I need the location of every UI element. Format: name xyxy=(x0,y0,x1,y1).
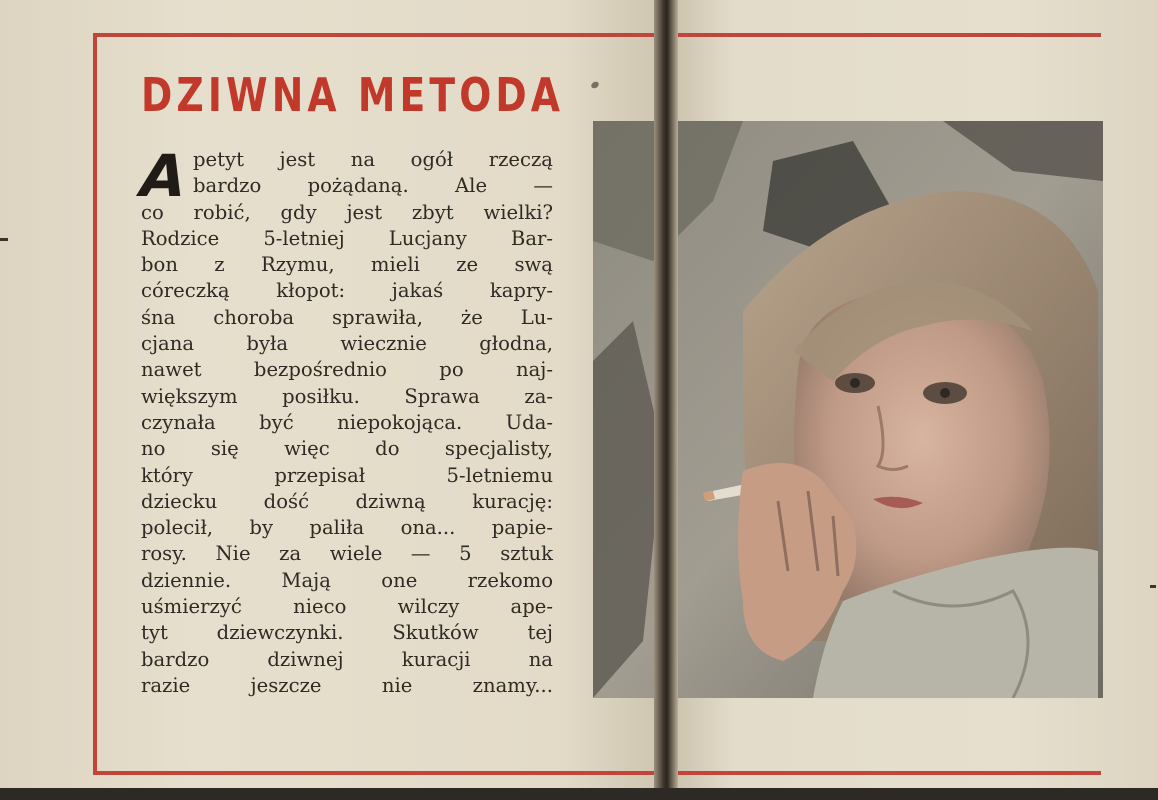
article-line: tyt dziewczynki. Skutków tej xyxy=(141,621,553,645)
article-line: rosy. Nie za wiele — 5 sztuk xyxy=(141,542,553,566)
article-line: śna choroba sprawiła, że Lu- xyxy=(141,305,553,329)
edge-mark xyxy=(0,238,8,241)
article-line: bon z Rzymu, mieli ze swą xyxy=(141,253,553,277)
article-line: nawet bezpośrednio po naj- xyxy=(141,358,553,382)
article-line: który przepisał 5-letniemu xyxy=(141,463,553,487)
frame-left-rule xyxy=(93,33,97,775)
article-line: dziennie. Mają one rzekomo xyxy=(141,568,553,592)
scan-edge xyxy=(0,788,1158,800)
frame-top-rule xyxy=(93,33,1101,37)
article-line: czynała być niepokojąca. Uda- xyxy=(141,410,553,434)
article-line: córeczką kłopot: jakaś kapry- xyxy=(141,279,553,303)
article-line: bardzo dziwnej kuracji na xyxy=(141,647,553,671)
drop-cap: A xyxy=(132,142,194,210)
frame-bottom-rule xyxy=(93,771,1101,775)
article-headline: DZIWNA METODA xyxy=(141,68,565,122)
edge-mark xyxy=(1150,585,1156,588)
article-line: no się więc do specjalisty, xyxy=(141,437,553,461)
article-line: dziecku dość dziwną kurację: xyxy=(141,489,553,513)
article-line: Rodzice 5-letniej Lucjany Bar- xyxy=(141,226,553,250)
book-gutter xyxy=(654,0,678,800)
article-body xyxy=(132,142,553,699)
article-line: uśmierzyć nieco wilczy ape- xyxy=(141,595,553,619)
article-line: razie jeszcze nie znamy... xyxy=(141,673,553,697)
article-line: bardzo pożądaną. Ale — xyxy=(193,174,553,198)
article-line: polecił, by paliła ona... papie- xyxy=(141,516,553,540)
article-line: co robić, gdy jest zbyt wielki? xyxy=(141,200,553,224)
article-line: petyt jest na ogół rzeczą xyxy=(193,148,553,171)
article-line: większym posiłku. Sprawa za- xyxy=(141,384,553,408)
article-line: cjana była wiecznie głodna, xyxy=(141,332,553,356)
